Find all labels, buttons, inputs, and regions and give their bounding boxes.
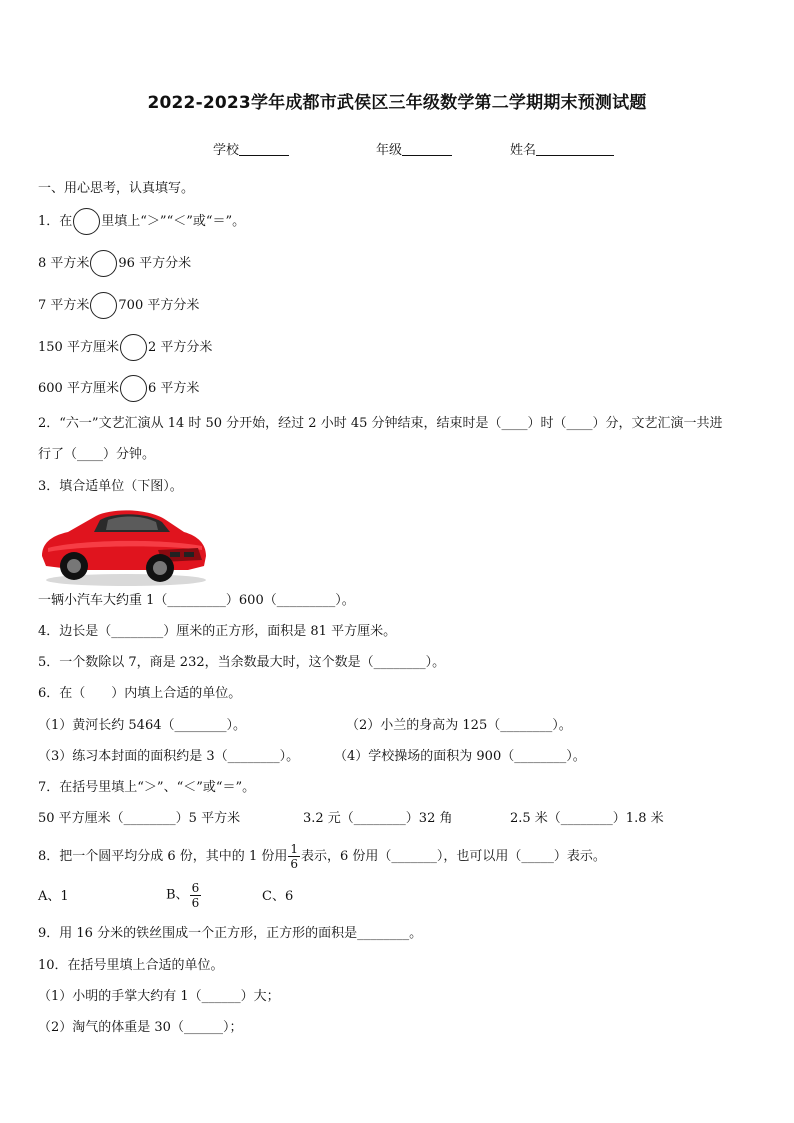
q1-item-left: 8 平方米 (38, 256, 90, 271)
q7-item-1: 50 平方厘米（________）5 平方米 (38, 811, 241, 826)
q1-item-1 (38, 250, 191, 277)
one-sixth-fraction (288, 842, 300, 871)
question-4: 4．边长是（________）厘米的正方形，面积是 81 平方厘米。 (38, 624, 397, 639)
q8-post: 表示，6 份用（_______），也可以用（_____）表示。 (300, 849, 606, 864)
answer-circle[interactable] (120, 375, 147, 402)
section-heading: 一、用心思考，认真填写。 (38, 181, 195, 196)
q1-item-4 (38, 375, 199, 402)
q8-option-b[interactable] (166, 881, 202, 910)
q6-item-4: （4）学校操场的面积为 900（________）。 (334, 749, 586, 764)
q1-item-right: 2 平方分米 (147, 340, 213, 355)
answer-circle[interactable] (90, 250, 117, 277)
question-3: 3．填合适单位（下图）。 (38, 479, 183, 494)
grade-blank[interactable] (402, 141, 452, 156)
q1-item-left: 150 平方厘米 (38, 340, 119, 355)
q6-item-3: （3）练习本封面的面积约是 3（________）。 (38, 749, 300, 764)
q1-item-right: 96 平方分米 (118, 256, 192, 271)
question-3-answer: 一辆小汽车大约重 1（_________）600（_________）。 (38, 593, 355, 608)
q1-item-left: 7 平方米 (38, 298, 90, 313)
name-blank[interactable] (536, 141, 614, 156)
school-field (213, 139, 289, 158)
six-sixths-fraction (190, 881, 202, 910)
question-10: 10．在括号里填上合适的单位。 (38, 958, 224, 973)
q1-pre: 1．在 (38, 214, 73, 229)
q1-post: 里填上“＞”“＜”或“＝”。 (101, 214, 246, 229)
question-8 (38, 842, 606, 871)
question-9: 9．用 16 分米的铁丝围成一个正方形，正方形的面积是________。 (38, 926, 423, 941)
q1-item-2 (38, 292, 199, 319)
fraction-denominator: 6 (290, 857, 298, 871)
answer-circle[interactable] (90, 292, 117, 319)
question-1 (38, 208, 245, 235)
page-title: 2022-2023学年成都市武侯区三年级数学第二学期期末预测试题 (147, 93, 647, 113)
grade-label: 年级 (376, 143, 403, 158)
q10-item-2: （2）淘气的体重是 30（______）； (38, 1020, 243, 1035)
grade-field (376, 139, 452, 158)
question-5: 5．一个数除以 7，商是 232，当余数最大时，这个数是（________）。 (38, 655, 446, 670)
question-6: 6．在（ ）内填上合适的单位。 (38, 686, 242, 701)
q1-item-3 (38, 334, 212, 361)
red-car-image (38, 500, 210, 588)
q6-item-2: （2）小兰的身高为 125（________）。 (346, 718, 572, 733)
question-7: 7．在括号里填上“＞”、“＜”或“＝”。 (38, 780, 256, 795)
fraction-numerator: 6 (191, 881, 200, 895)
name-field (510, 139, 614, 158)
option-b-label: B、 (166, 887, 189, 903)
school-blank[interactable] (239, 141, 289, 156)
school-label: 学校 (213, 143, 240, 158)
answer-circle[interactable] (73, 208, 100, 235)
q1-item-right: 700 平方分米 (118, 298, 200, 313)
question-2-line1: 2．“六一”文艺汇演从 14 时 50 分开始，经过 2 小时 45 分钟结束，结束时是（____）时（____）分，文艺汇演一共进 (38, 416, 723, 431)
fraction-numerator: 1 (290, 842, 298, 856)
q7-item-3: 2.5 米（________）1.8 米 (510, 811, 664, 826)
name-label: 姓名 (510, 143, 537, 158)
fraction-denominator: 6 (191, 896, 200, 910)
answer-circle[interactable] (120, 334, 147, 361)
q8-pre: 8．把一个圆平均分成 6 份，其中的 1 份用 (38, 849, 288, 864)
question-2-line2: 行了（____）分钟。 (38, 447, 156, 462)
q8-option-a[interactable]: A、1 (38, 889, 69, 904)
q1-item-left: 600 平方厘米 (38, 381, 119, 396)
q8-option-c[interactable]: C、6 (262, 889, 294, 904)
q6-item-1: （1）黄河长约 5464（________）。 (38, 718, 246, 733)
q1-item-right: 6 平方米 (147, 381, 200, 396)
q7-item-2: 3.2 元（________）32 角 (303, 811, 453, 826)
q10-item-1: （1）小明的手掌大约有 1（______）大； (38, 989, 280, 1004)
